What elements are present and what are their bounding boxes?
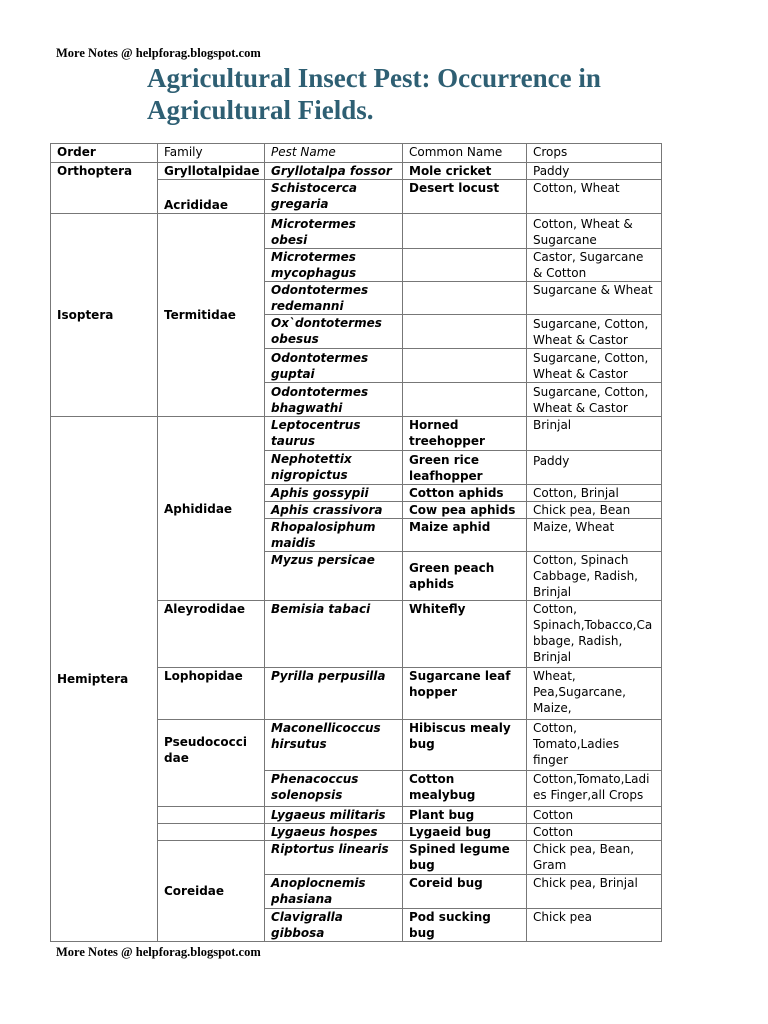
family-cell: Acrididae xyxy=(158,180,265,214)
table-row xyxy=(51,417,662,451)
family-cell: Pseudococci dae xyxy=(158,720,265,807)
crops-cell: Cotton, Wheat xyxy=(527,180,662,214)
common-name-cell: Horned treehopper xyxy=(403,417,527,451)
crops-cell: Maize, Wheat xyxy=(527,519,662,552)
common-name-cell xyxy=(403,282,527,315)
pest-name-cell: Odontotermes bhagwathi xyxy=(265,383,403,417)
pest-name-cell: Microtermes mycophagus xyxy=(265,249,403,282)
column-header-common-name: Common Name xyxy=(403,144,527,163)
common-name-cell xyxy=(403,315,527,349)
pest-name-cell: Rhopalosiphum maidis xyxy=(265,519,403,552)
common-name-cell: Spined legume bug xyxy=(403,841,527,875)
pest-name-cell: Myzus persicae xyxy=(265,552,403,601)
table-header-row xyxy=(51,144,662,163)
crops-cell: Chick pea, Bean, Gram xyxy=(527,841,662,875)
column-header-family: Family xyxy=(158,144,265,163)
common-name-cell: Lygaeid bug xyxy=(403,824,527,841)
column-header-pest-name: Pest Name xyxy=(265,144,403,163)
crops-cell: Sugarcane, Cotton, Wheat & Castor xyxy=(527,383,662,417)
header-note: More Notes @ helpforag.blogspot.com xyxy=(56,46,261,60)
crops-cell: Cotton,Tomato,Ladi es Finger,all Crops xyxy=(527,771,662,807)
crops-cell: Paddy xyxy=(527,163,662,180)
crops-cell: Cotton, Spinach,Tobacco,Ca bbage, Radish, Brinjal xyxy=(527,601,662,668)
common-name-cell: Cotton aphids xyxy=(403,485,527,502)
pest-name-cell: Gryllotalpa fossor xyxy=(265,163,403,180)
pest-name-cell: Bemisia tabaci xyxy=(265,601,403,668)
family-cell: Gryllotalpidae xyxy=(158,163,265,180)
common-name-cell: Desert locust xyxy=(403,180,527,214)
footer-note: More Notes @ helpforag.blogspot.com xyxy=(56,945,261,959)
pest-name-cell: Phenacoccus solenopsis xyxy=(265,771,403,807)
crops-cell: Cotton xyxy=(527,807,662,824)
pest-name-cell: Schistocerca gregaria xyxy=(265,180,403,214)
pest-name-cell: Lygaeus militaris xyxy=(265,807,403,824)
pest-name-cell: Lygaeus hospes xyxy=(265,824,403,841)
crops-cell: Sugarcane, Cotton, Wheat & Castor xyxy=(527,315,662,349)
crops-cell: Cotton, Tomato,Ladies finger xyxy=(527,720,662,771)
pest-name-cell: Aphis gossypii xyxy=(265,485,403,502)
table-row xyxy=(51,214,662,249)
pest-name-cell: Anoplocnemis phasiana xyxy=(265,875,403,909)
pest-name-cell: Leptocentrus taurus xyxy=(265,417,403,451)
family-cell xyxy=(158,824,265,841)
family-cell xyxy=(158,807,265,824)
page-title: Agricultural Insect Pest: Occurrence in Agricultural Fields. xyxy=(147,63,601,125)
crops-cell: Cotton, Spinach Cabbage, Radish, Brinjal xyxy=(527,552,662,601)
column-header-order: Order xyxy=(51,144,158,163)
pest-name-cell: Ox`dontotermes obesus xyxy=(265,315,403,349)
column-header-crops: Crops xyxy=(527,144,662,163)
pest-name-cell: Nephotettix nigropictus xyxy=(265,451,403,485)
common-name-cell: Pod sucking bug xyxy=(403,909,527,942)
common-name-cell: Green rice leafhopper xyxy=(403,451,527,485)
common-name-cell: Plant bug xyxy=(403,807,527,824)
order-cell: Isoptera xyxy=(51,214,158,417)
common-name-cell: Mole cricket xyxy=(403,163,527,180)
crops-cell: Cotton, Wheat & Sugarcane xyxy=(527,214,662,249)
family-cell: Aphididae xyxy=(158,417,265,601)
common-name-cell: Coreid bug xyxy=(403,875,527,909)
common-name-cell: Green peach aphids xyxy=(403,552,527,601)
family-cell: Lophopidae xyxy=(158,668,265,720)
crops-cell: Chick pea xyxy=(527,909,662,942)
crops-cell: Cotton, Brinjal xyxy=(527,485,662,502)
pest-table xyxy=(50,143,662,942)
family-cell: Termitidae xyxy=(158,214,265,417)
family-cell: Coreidae xyxy=(158,841,265,942)
pest-name-cell: Microtermes obesi xyxy=(265,214,403,249)
common-name-cell: Cotton mealybug xyxy=(403,771,527,807)
pest-name-cell: Riptortus linearis xyxy=(265,841,403,875)
crops-cell: Paddy xyxy=(527,451,662,485)
crops-cell: Cotton xyxy=(527,824,662,841)
pest-name-cell: Odontotermes guptai xyxy=(265,349,403,383)
crops-cell: Chick pea, Bean xyxy=(527,502,662,519)
common-name-cell: Cow pea aphids xyxy=(403,502,527,519)
pest-name-cell: Clavigralla gibbosa xyxy=(265,909,403,942)
crops-cell: Sugarcane, Cotton, Wheat & Castor xyxy=(527,349,662,383)
table-row xyxy=(51,163,662,180)
crops-cell: Sugarcane & Wheat xyxy=(527,282,662,315)
pest-name-cell: Aphis crassivora xyxy=(265,502,403,519)
pest-name-cell: Pyrilla perpusilla xyxy=(265,668,403,720)
crops-cell: Castor, Sugarcane & Cotton xyxy=(527,249,662,282)
crops-cell: Brinjal xyxy=(527,417,662,451)
common-name-cell xyxy=(403,214,527,249)
common-name-cell: Hibiscus mealy bug xyxy=(403,720,527,771)
common-name-cell xyxy=(403,383,527,417)
common-name-cell: Maize aphid xyxy=(403,519,527,552)
crops-cell: Wheat, Pea,Sugarcane, Maize, xyxy=(527,668,662,720)
order-cell: Orthoptera xyxy=(51,163,158,214)
common-name-cell: Sugarcane leaf hopper xyxy=(403,668,527,720)
pest-name-cell: Odontotermes redemanni xyxy=(265,282,403,315)
common-name-cell xyxy=(403,349,527,383)
family-cell: Aleyrodidae xyxy=(158,601,265,668)
crops-cell: Chick pea, Brinjal xyxy=(527,875,662,909)
common-name-cell: Whitefly xyxy=(403,601,527,668)
common-name-cell xyxy=(403,249,527,282)
pest-name-cell: Maconellicoccus hirsutus xyxy=(265,720,403,771)
order-cell: Hemiptera xyxy=(51,417,158,942)
